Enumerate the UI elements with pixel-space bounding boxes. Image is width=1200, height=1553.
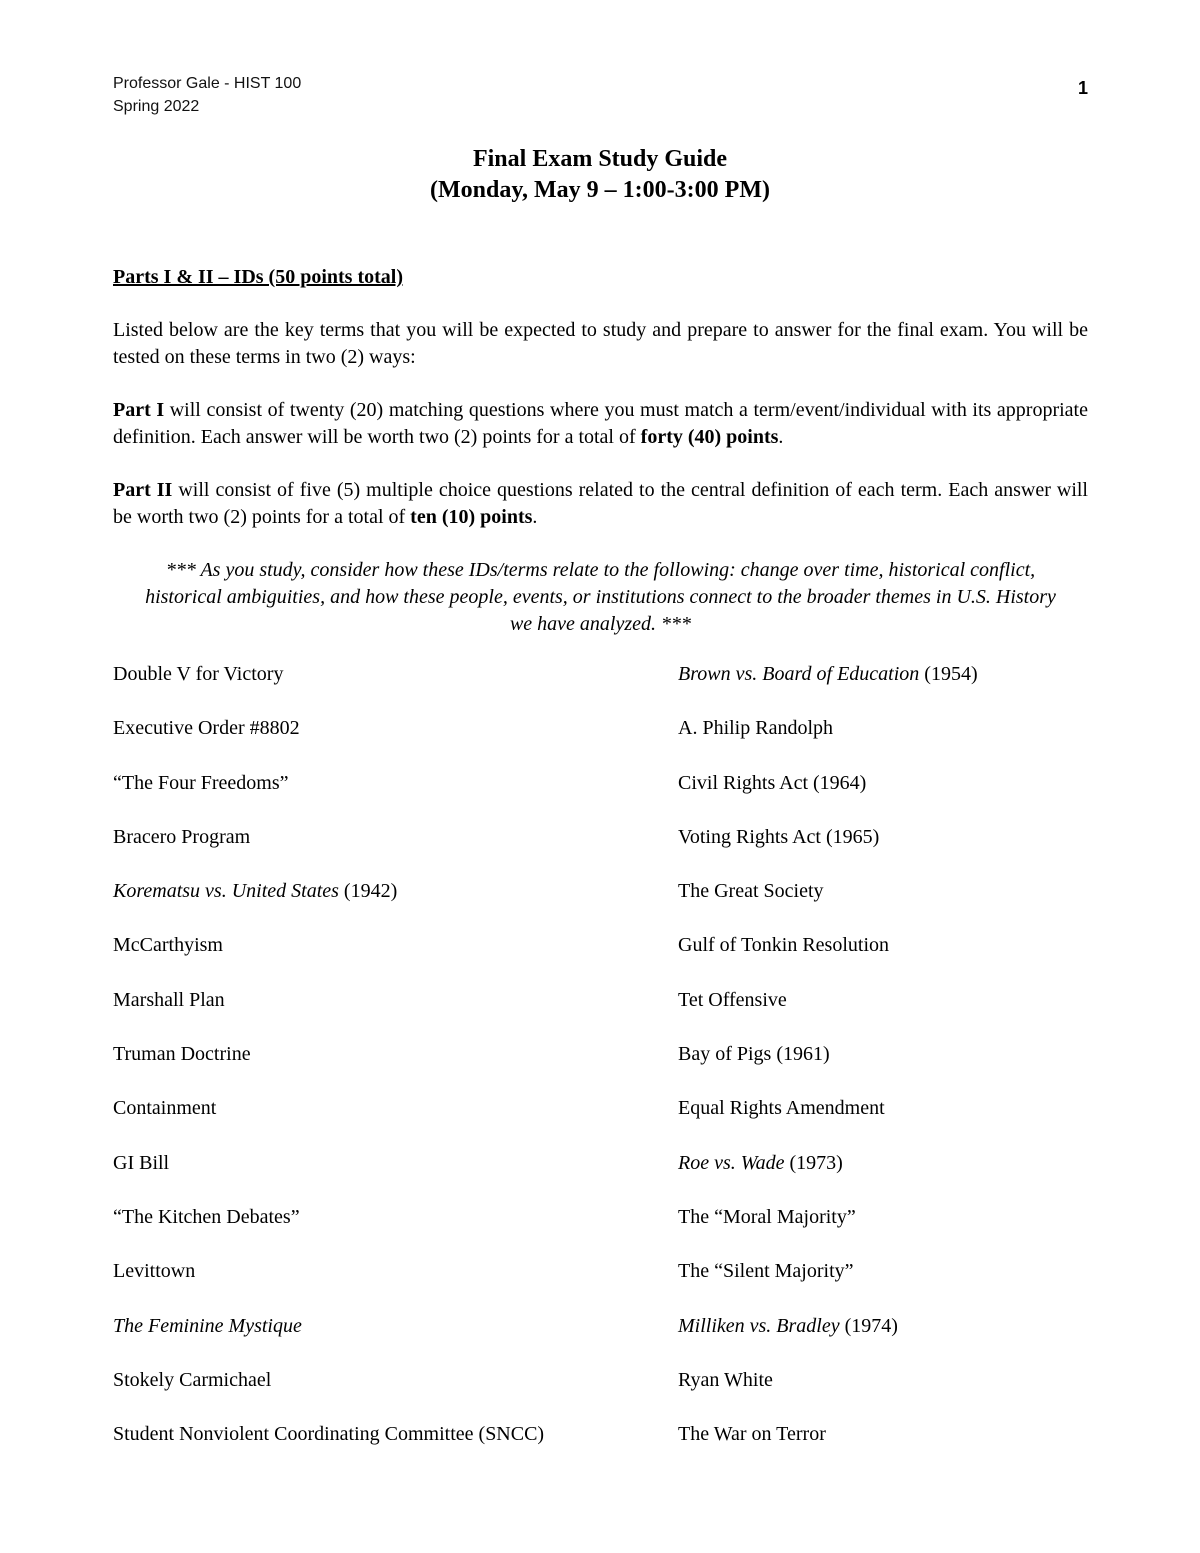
term-item: Marshall Plan <box>113 988 225 1011</box>
section-heading: Parts I & II – IDs (50 points total) <box>113 266 403 288</box>
page-title <box>0 144 1200 206</box>
term-item: The “Silent Majority” <box>678 1260 854 1283</box>
term-item: Double V for Victory <box>113 663 284 685</box>
part-1-label: Part I <box>113 399 165 421</box>
term-item: The War on Terror <box>678 1423 826 1446</box>
term-item: Containment <box>113 1097 217 1120</box>
term-item: Equal Rights Amendment <box>678 1097 885 1120</box>
intro-paragraph: Listed below are the key terms that you will be expected to study and prepare to answer for the final exam. You will be tested on these terms in two (2) ways: <box>113 319 1088 368</box>
term-item: Stokely Carmichael <box>113 1368 272 1391</box>
part-2-paragraph <box>113 477 1088 531</box>
term-item: Bay of Pigs (1961) <box>678 1043 830 1066</box>
term-item: The Feminine Mystique <box>113 1314 302 1337</box>
term-item: GI Bill <box>113 1151 170 1174</box>
part-2-text: will consist of five (5) multiple choice questions related to the central definition of each term. Each answer will be worth two (2) points for a total of <box>113 479 1088 528</box>
term-item: The Great Society <box>678 880 824 903</box>
term-item: Truman Doctrine <box>113 1043 251 1066</box>
term-item: “The Kitchen Debates” <box>113 1205 300 1228</box>
term-item: Levittown <box>113 1260 196 1283</box>
part-2-points: ten (10) points <box>410 506 533 528</box>
term-item: Brown vs. Board of Education (1954) <box>678 663 978 685</box>
title-line-1: Final Exam Study Guide <box>472 146 728 172</box>
part-1-points: forty (40) points <box>640 426 779 448</box>
term-item: Civil Rights Act (1964) <box>678 771 867 794</box>
term-item: Roe vs. Wade (1973) <box>678 1151 843 1174</box>
term-item: Bracero Program <box>113 825 251 848</box>
part-1-paragraph <box>113 397 1088 451</box>
term-item: Tet Offensive <box>678 988 787 1011</box>
term-item: Milliken vs. Bradley (1974) <box>678 1314 898 1337</box>
page-number: 1 <box>1077 78 1088 98</box>
term-item: Gulf of Tonkin Resolution <box>678 934 890 957</box>
part-1-end: . <box>778 426 784 448</box>
course-line: Professor Gale - HIST 100 <box>113 75 302 92</box>
term-item: The “Moral Majority” <box>678 1205 856 1228</box>
term-item: Korematsu vs. United States (1942) <box>113 880 398 903</box>
study-note: *** As you study, consider how these IDs/terms relate to the following: change over time, historical conflict, historical ambiguities, and how these people, events, or institutions connect to the broader themes in U.S. History we have analyzed. *** <box>145 559 1056 635</box>
title-line-2: (Monday, May 9 – 1:00-3:00 PM) <box>430 177 770 203</box>
term-item: McCarthyism <box>113 934 223 957</box>
part-2-label: Part II <box>113 479 173 501</box>
document-header <box>113 72 301 118</box>
term-item: Ryan White <box>678 1368 773 1391</box>
term-item: Executive Order #8802 <box>113 717 300 740</box>
term-item: Voting Rights Act (1965) <box>678 825 880 848</box>
term-item: “The Four Freedoms” <box>113 771 289 794</box>
part-2-end: . <box>532 506 538 528</box>
main-content <box>113 264 1088 1475</box>
part-1-text: will consist of twenty (20) matching questions where you must match a term/event/individual with its appropriate definition. Each answer will be worth two (2) points for a total of <box>113 399 1088 448</box>
term-line: Spring 2022 <box>113 98 200 115</box>
term-item: A. Philip Randolph <box>678 717 834 740</box>
terms-list <box>113 661 1088 1475</box>
term-item: Student Nonviolent Coordinating Committee (SNCC) <box>113 1423 545 1446</box>
